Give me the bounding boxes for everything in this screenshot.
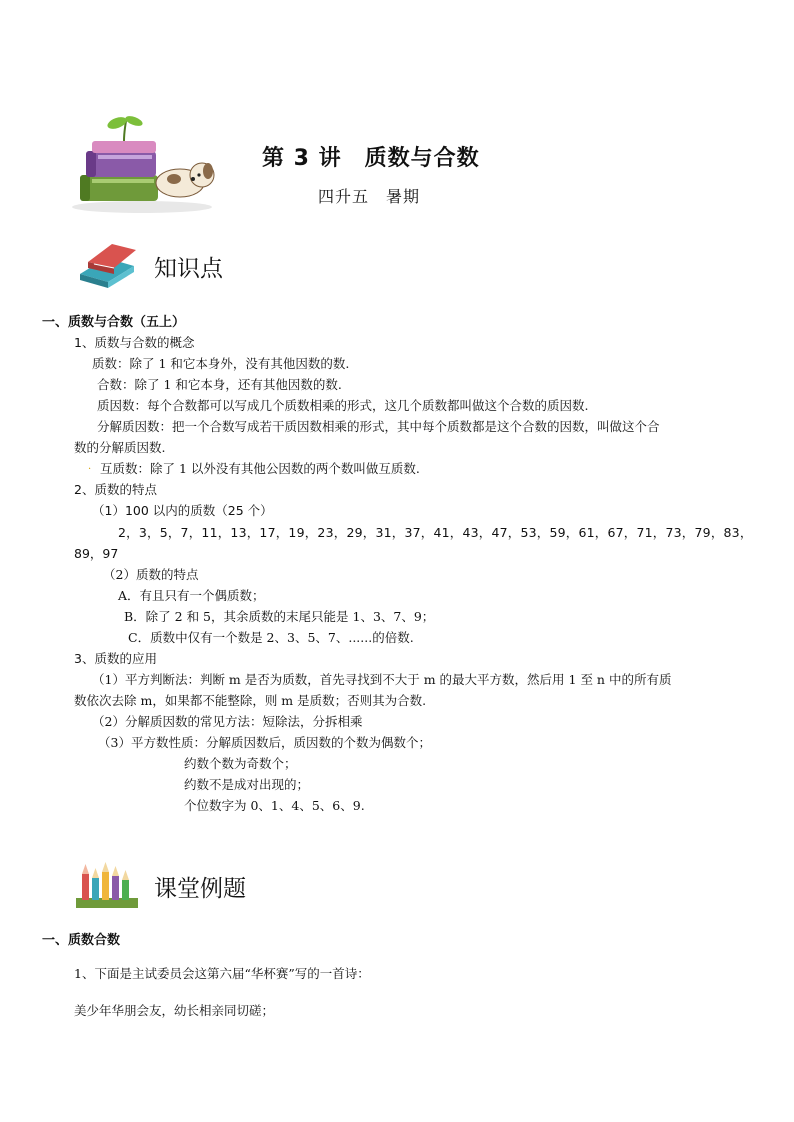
coprime-definition: 互质数：除了 1 以外没有其他公因数的两个数叫做互质数.	[100, 461, 420, 476]
application-3-c: 个位数字为 0、1、4、5、6、9.	[184, 798, 365, 813]
sub2-title: （2）质数的特点	[103, 567, 199, 582]
primes-list-line2: 89，97	[74, 546, 119, 561]
composite-definition: 合数：除了 1 和它本身，还有其他因数的数.	[97, 377, 342, 392]
feature-a: A．有且只有一个偶质数；	[118, 588, 265, 603]
application-3-b: 约数不是成对出现的；	[184, 777, 310, 792]
prime-factor-definition: 质因数：每个合数都可以写成几个质数相乘的形式，这几个质数都叫做这个合数的质因数.	[97, 398, 589, 413]
prime-definition: 质数：除了 1 和它本身外，没有其他因数的数.	[92, 356, 350, 371]
item3-title: 3、质数的应用	[74, 651, 157, 666]
lesson-title: 第 3 讲 质数与合数	[262, 146, 480, 171]
application-3: （3）平方数性质：分解质因数后，质因数的个数为偶数个；	[98, 735, 431, 750]
part-title-2: 一、质数合数	[42, 933, 121, 948]
primes-list-line1: 2，3，5，7，11，13，17，19，23，29，31，37，41，43，47，53，59，61，67，71，73，79，83，	[118, 525, 753, 540]
part-title-1: 一、质数与合数（五上）	[42, 315, 186, 330]
application-1-line2: 数依次去除 m，如果都不能整除，则 m 是质数；否则其为合数.	[74, 693, 427, 708]
books-dog-illustration	[62, 115, 222, 215]
knowledge-books-icon	[74, 242, 140, 290]
poem-line-1: 美少年华朋会友，幼长相亲同切磋；	[74, 1003, 275, 1018]
item1-title: 1、质数与合数的概念	[74, 335, 195, 350]
application-2: （2）分解质因数的常见方法：短除法，分拆相乘	[92, 714, 363, 729]
examples-heading: 课堂例题	[154, 876, 246, 902]
lesson-subtitle: 四升五 暑期	[318, 187, 421, 206]
application-3-a: 约数个数为奇数个；	[184, 756, 297, 771]
bullet-dot: .	[88, 461, 92, 472]
item2-title: 2、质数的特点	[74, 482, 157, 497]
crayons-icon	[74, 860, 140, 910]
application-1-line1: （1）平方判断法：判断 m 是否为质数，首先寻找到不大于 m 的最大平方数，然后用 1 至 n 中的所有质	[92, 672, 672, 687]
sub1-title: （1）100 以内的质数（25 个）	[92, 503, 273, 518]
feature-c: C．质数中仅有一个数是 2、3、5、7、......的倍数.	[128, 630, 414, 645]
factorize-definition-1: 分解质因数：把一个合数写成若干质因数相乘的形式，其中每个质数都是这个合数的因数，叫做这个合	[97, 419, 660, 434]
factorize-definition-2: 数的分解质因数.	[74, 440, 166, 455]
feature-b: B．除了 2 和 5，其余质数的末尾只能是 1、3、7、9；	[124, 609, 435, 624]
question-1: 1、下面是主试委员会这第六届“华杯赛”写的一首诗：	[74, 966, 370, 981]
knowledge-heading: 知识点	[154, 256, 223, 282]
